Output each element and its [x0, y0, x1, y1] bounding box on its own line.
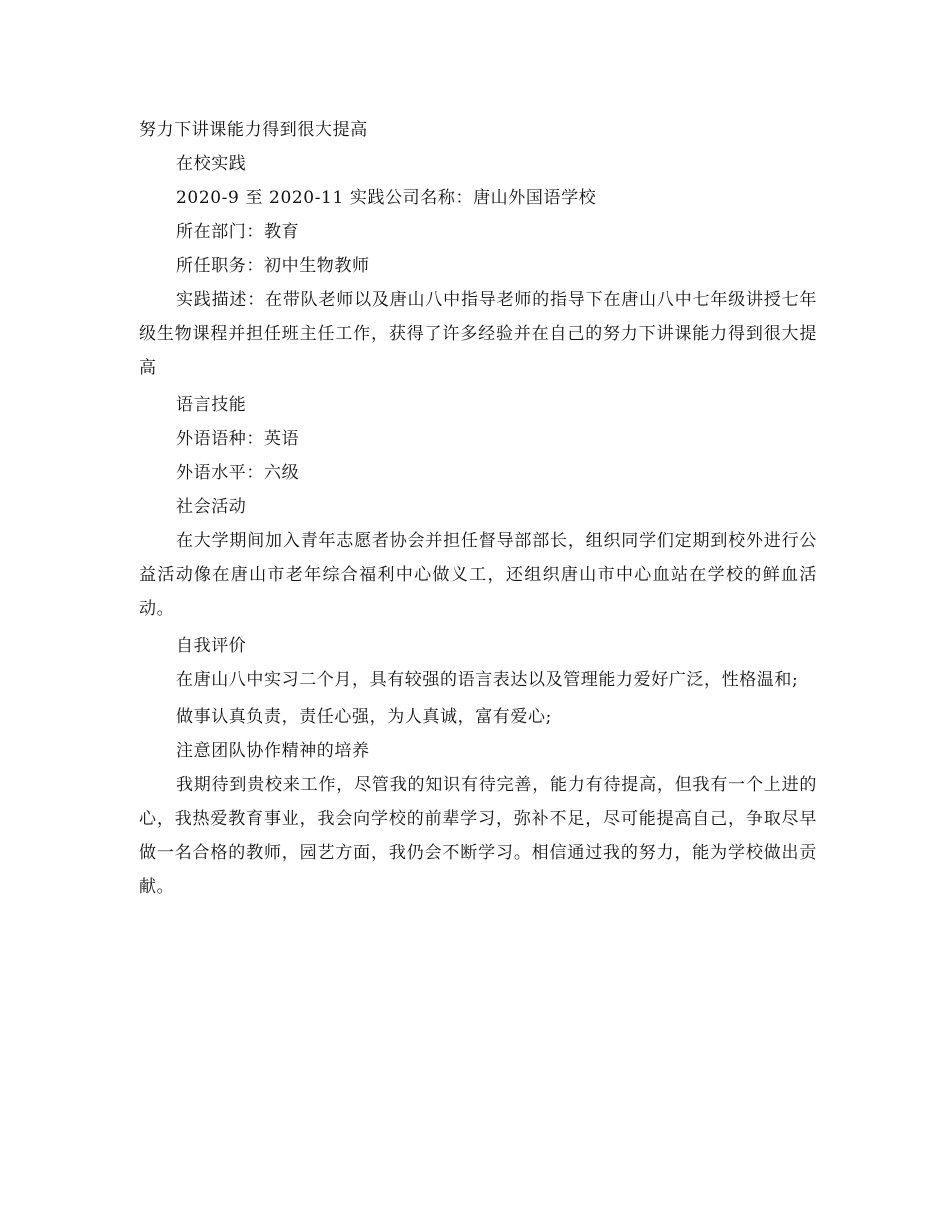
section-heading-practice: 在校实践 [176, 154, 247, 174]
practice-department: 所在部门：教育 [176, 222, 300, 242]
section-heading-activities: 社会活动 [176, 497, 247, 517]
language-type: 外语语种：英语 [176, 429, 300, 449]
self-evaluation-line-teamwork: 注意团队协作精神的培养 [176, 741, 370, 761]
self-evaluation-paragraph: 在唐山八中实习二个月，具有较强的语言表达以及管理能力爱好广泛，性格温和; [176, 670, 799, 690]
practice-position: 所任职务：初中生物教师 [176, 256, 370, 276]
lead-line: 努力下讲课能力得到很大提高 [139, 120, 368, 140]
document-page [139, 116, 817, 910]
closing-paragraph: 我期待到贵校来工作，尽管我的知识有待完善，能力有待提高，但我有一个上进的心，我热爱教育事业，我会向学校的前辈学习，弥补不足，尽可能提高自己，争取尽早做一名合格的教师，园艺方面，我仍会不断学习。相信通过我的努力，能为学校做出贡献。 [139, 775, 817, 897]
activities-description: 在大学期间加入青年志愿者协会并担任督导部部长，组织同学们定期到校外进行公益活动像在唐山市老年综合福利中心做义工，还组织唐山市中心血站在学校的鲜血活动。 [139, 531, 817, 619]
section-heading-self-evaluation: 自我评价 [176, 636, 247, 656]
self-evaluation-line-responsibility: 做事认真负责，责任心强，为人真诚，富有爱心; [176, 707, 552, 727]
language-level: 外语水平：六级 [176, 463, 300, 483]
section-heading-language: 语言技能 [176, 395, 247, 415]
practice-description: 实践描述：在带队老师以及唐山八中指导老师的指导下在唐山八中七年级讲授七年级生物课程并担任班主任工作，获得了许多经验并在自己的努力下讲课能力得到很大提高 [139, 290, 817, 378]
practice-period-company: 2020-9 至 2020-11 实践公司名称：唐山外国语学校 [176, 188, 597, 208]
